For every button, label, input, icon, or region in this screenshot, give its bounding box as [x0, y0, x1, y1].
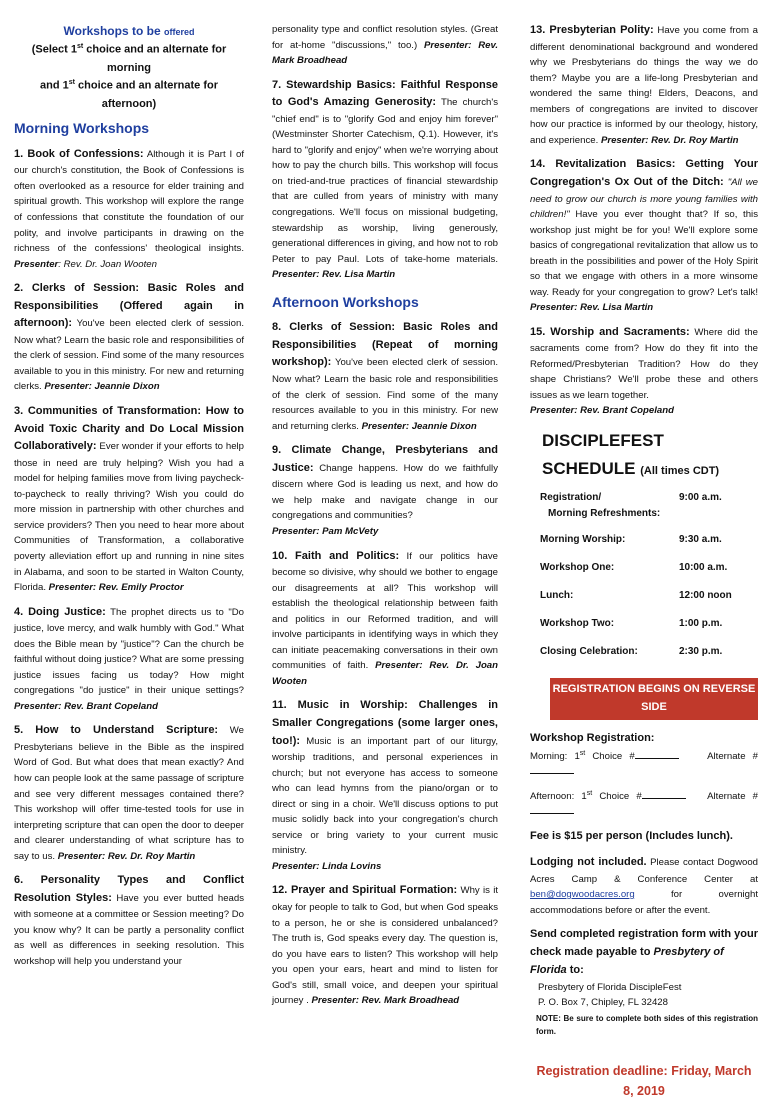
- workshops-heading-small: offered: [163, 27, 195, 37]
- workshops-heading-text: Workshops to be: [63, 24, 161, 38]
- schedule-row: Workshop One: 10:00 a.m.: [540, 561, 728, 573]
- column-left: [14, 22, 244, 978]
- afternoon-choice-line: Afternoon: 1st Choice # Alternate #: [530, 788, 758, 820]
- workshops-heading: [14, 22, 244, 41]
- workshop-10: 10. Faith and Politics: If our politics have become so divisive, why should we bother to engage our disagreements at all? This workshop will establish the theological relationship between faith and politics in our Reformed tradition, and will involve participants in identifying ways in which they can initiate peacemaking conversations in their own communities of faith. Presenter: Rev. Dr. Joan Wooten: [272, 549, 499, 687]
- schedule-row: Morning Worship: 9:30 a.m.: [540, 533, 722, 545]
- workshop-11: 11. Music in Worship: Challenges in Smaller Congregations (some larger ones, too!): Music is an important part of our liturgy, worship traditions, and personal experiences in church; but not everyone has access to someone who can lead hymns from the piano/organ or to direct or sing in a choir. We'll discuss options to put music solidly back into your congregation's church service or bring variety to your current music ministry. Presenter: Linda Lovins: [272, 699, 498, 872]
- morning-choice-line: Morning: 1st Choice # Alternate #: [530, 748, 758, 780]
- fee-line: Fee is $15 per person (Includes lunch).: [530, 830, 733, 842]
- afternoon-alternate-blank[interactable]: [530, 805, 574, 814]
- workshop-5: 5. How to Understand Scripture: We Presbyterians believe in the Bible as the inspired Word of God. But what does that mean exactly? And how can people look at the same passage of scripture and see very different messages contained there? This workshop will offer time-tested tools for use in interpreting scripture that can open the door to deeper and clearer understanding of what scripture has to say to us. Presenter: Rev. Dr. Roy Martin: [14, 724, 244, 862]
- workshop-8: 8. Clerks of Session: Basic Roles and Responsibilities (Repeat of morning workshop): You've been elected clerk of session. Now what? Learn the basic role and responsibilities of the clerk of session. Find some of the many resources available to you in this ministry. For new and returning clerks. Presenter: Jeannie Dixon: [272, 321, 498, 432]
- workshop-6-continued: personality type and conflict resolution styles. (Great for at-home "discussions," too.) Presenter: Rev. Mark Broadhead: [272, 24, 498, 67]
- schedule-row: Registration/ Morning Refreshments: 9:00 a.m.: [540, 491, 722, 520]
- selection-instructions: (Select 1st choice and an alternate for morning and 1st choice and an alternate for afternoon): [31, 43, 227, 110]
- schedule-title: DISCIPLEFEST SCHEDULE (All times CDT): [542, 431, 720, 478]
- email-link[interactable]: ben@dogwoodacres.org: [530, 889, 635, 901]
- morning-alternate-blank[interactable]: [530, 765, 574, 774]
- schedule-table: [540, 486, 740, 666]
- schedule-row: Closing Celebration: 2:30 p.m.: [540, 645, 723, 657]
- workshop-9: 9. Climate Change, Presbyterians and Justice: Change happens. How do we faithfully discern where God is leading us next, and how do we help make and navigate change in our congregations and communities? Presenter: Pam McVety: [272, 444, 498, 537]
- afternoon-choice-blank[interactable]: [642, 790, 686, 799]
- schedule-row: Lunch: 12:00 noon: [540, 589, 732, 601]
- workshop-2: 2. Clerks of Session: Basic Roles and Responsibilities (Offered again in afternoon): You've been elected clerk of session. Now what? Learn the basic role and responsibilities of the clerk of session. Find some of the many resources available to you in this ministry. For new and returning clerks. Presenter: Jeannie Dixon: [14, 282, 244, 393]
- morning-choice-blank[interactable]: [635, 750, 679, 759]
- workshop-15: 15. Worship and Sacraments: Where did the sacraments come from? How do they fit into the Reformed/Presbyterian Tradition? How do they shape Christians? We'll probe these and others issues as we learn together. Presenter: Rev. Brant Copeland: [530, 325, 758, 417]
- column-right: [530, 22, 758, 1101]
- workshop-1: 1. Book of Confessions: Although it is Part I of our church's constitution, the Book of Confessions is often overlooked as a resource for elder training and spiritual growth. This workshop will explore the range of confessions that constitute the foundation of our polity, and involve participants in drawing on the richness of the confessions' theological insights. Presenter: Rev. Dr. Joan Wooten: [14, 147, 245, 270]
- workshop-4: 4. Doing Justice: The prophet directs us to "Do justice, love mercy, and walk humbly with God." What does the Bible mean by "justice"? Can the church be faithful without doing justice? What are some pressing justice issues facing us today? How might congregations "do justice" in their unique settings? Presenter: Rev. Brant Copeland: [14, 605, 244, 712]
- lodging-info: Lodging not included. Please contact Dogwood Acres Camp & Conference Center at ben@dogwoodacres.org for overnight accommodations before or after the event.: [530, 855, 759, 916]
- workshop-13: 13. Presbyterian Polity: Have you come from a different denominational background and wondered why we Presbyterians do things the way we do them? Maybe you are a life-long Presbyterian and wondered the same thing! Elders, Deacons, and members of congregations are invited to discover how our practice is informed by our theology, history, and experience. Presenter: Rev. Dr. Roy Martin: [530, 24, 758, 146]
- workshop-7: 7. Stewardship Basics: Faithful Response to God's Amazing Generosity: The church's "chief end" is to "glorify God and enjoy him forever" (Westminster Shorter Catechism, Q.1). However, it's hard to "glorify and enjoy" when we're worrying about how to pay the church bills. This workshop will focus on tried-and-true practices of financial stewardship that are culled from years of ministry with many congregations. We'll focus on missional budgeting, stewardship as worship, living generously, generational differences in giving, and how not to rob Peter to pay Paul. Lots of take-home materials. Presenter: Rev. Lisa Martin: [272, 78, 498, 281]
- column-middle: [272, 22, 498, 1017]
- send-instructions: Send completed registration form with your check made payable to Presbytery of Florida to:: [530, 928, 758, 976]
- completion-note: NOTE: Be sure to complete both sides of this registration form.: [536, 1013, 758, 1036]
- workshop-3: 3. Communities of Transformation: How to Avoid Toxic Charity and Do Local Mission Collaboratively: Ever wonder if your efforts to help those in need are truly helping? Wish you had a model for helping families move from living paycheck-to-paycheck to really thriving? Wish you could do more mission in partnership with other churches and service providers? Then you need to hear more about Communities of Transformation, a collaborative poverty alleviation effort up and running in nine sites in Alabama, and soon to be started in Walton County, Florida. Presenter: Rev. Emily Proctor: [14, 405, 244, 594]
- workshop-6: 6. Personality Types and Conflict Resolution Styles: Have you ever butted heads with someone at a committee or Session meeting? Do you know why? It can be partly a personality conflict as well as differences in seeking resolution. This workshop will help you understand your: [14, 874, 244, 967]
- registration-deadline: Registration deadline: Friday, March 8, 2019: [536, 1063, 752, 1098]
- address-line-2: P. O. Box 7, Chipley, FL 32428: [538, 997, 668, 1009]
- afternoon-workshops-heading: Afternoon Workshops: [272, 293, 419, 310]
- workshop-14: 14. Revitalization Basics: Getting Your Congregation's Ox Out of the Ditch: "All we need to grow our church is more young families with children!" Have you ever thought that? If so, this workshop just might be for you! We'll explore some basics of congregational revitalization that allow us to breath in the possibilities and power of the Holy Spirit so that we engage with others in a more winsome way. Ready for your congregation to grow? Let's talk! Presenter: Rev. Lisa Martin: [530, 158, 758, 314]
- address-line-1: Presbytery of Florida DiscipleFest: [538, 981, 682, 993]
- workshop-registration-heading: Workshop Registration:: [530, 731, 655, 744]
- morning-workshops-heading: Morning Workshops: [14, 120, 150, 137]
- registration-banner: REGISTRATION BEGINS ON REVERSE SIDE: [550, 678, 758, 720]
- schedule-row: Workshop Two: 1:00 p.m.: [540, 617, 723, 629]
- workshop-12: 12. Prayer and Spiritual Formation: Why is it okay for people to talk to God, but when God speaks to a person, he or she is considered unbalanced? The truth is, God speaks every day. The question is, do you have ears to listen? This workshop will help you open your ears, heart and mind to listen for God's still, small voice, and deepen your spiritual journey . Presenter: Rev. Mark Broadhead: [272, 884, 498, 1007]
